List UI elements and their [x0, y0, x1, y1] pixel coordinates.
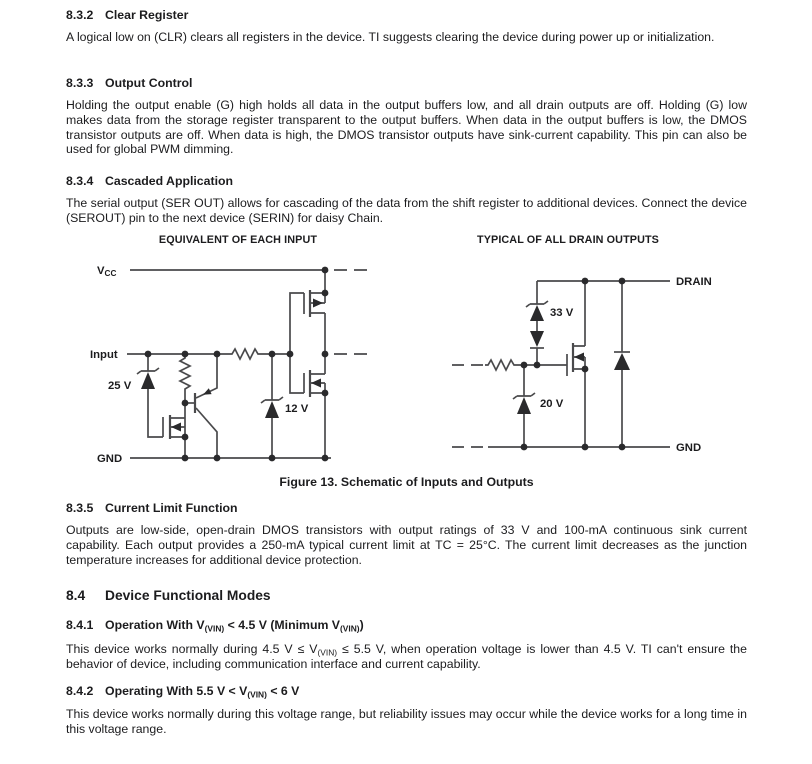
- zener-12v: [261, 354, 283, 458]
- zener-20v: [513, 365, 535, 447]
- vin-subscript: (VIN): [204, 623, 225, 634]
- zener-25v: [137, 354, 163, 437]
- zener-25v-label: 25 V: [108, 380, 132, 392]
- title-text: Operation With V: [105, 618, 205, 632]
- title-text: < 6 V: [266, 684, 300, 698]
- zener-33v-stack: [526, 281, 548, 365]
- section-8-4-1-paragraph: [66, 642, 747, 672]
- vin-subscript: (VIN): [247, 689, 267, 700]
- section-number: 8.3.5: [66, 501, 94, 515]
- pmos-output: [304, 270, 325, 354]
- title-text: < 4.5 V (Minimum V: [224, 618, 341, 632]
- gate-bus: [290, 293, 304, 393]
- section-title: [105, 684, 299, 698]
- section-8-3-3-heading: [66, 76, 747, 90]
- section-8-4-1-heading: [66, 618, 747, 632]
- vcc-label: VCC: [97, 265, 117, 278]
- body-text: This device works normally during 4.5 V ≤ V: [66, 642, 318, 656]
- gnd-label-right: GND: [676, 442, 702, 454]
- title-text: ): [359, 618, 364, 632]
- section-number: 8.3.2: [66, 8, 94, 22]
- drain-dmos: [567, 281, 585, 447]
- pnp-transistor: [185, 354, 217, 458]
- section-8-4-heading: [66, 589, 747, 603]
- section-8-3-5-paragraph: Outputs are low-side, open-drain DMOS transistors with output ratings of 33 V and 100-mA continuous sink current capability. Each output provides a 250-mA typical current limit at TC = 25°C. The current limit decreases as the junction temperature increases for additional device protection.: [66, 523, 747, 567]
- section-8-3-5-heading: [66, 501, 747, 515]
- section-number: 8.4.2: [66, 684, 94, 698]
- zener-12v-label: 12 V: [285, 403, 309, 415]
- drain-label: DRAIN: [676, 276, 712, 288]
- body-diode: [614, 281, 630, 447]
- section-number: 8.3.4: [66, 174, 94, 188]
- section-8-4-2-paragraph: This device works normally during this voltage range, but reliability issues may occur while the device works for a long time in this voltage range.: [66, 707, 747, 736]
- section-title: Clear Register: [105, 8, 189, 22]
- section-title: [105, 618, 364, 632]
- vin-subscript: (VIN): [317, 647, 338, 658]
- section-number: 8.3.3: [66, 76, 94, 90]
- figure-title-left: EQUIVALENT OF EACH INPUT: [158, 234, 318, 246]
- vin-subscript: (VIN): [340, 623, 360, 634]
- protection-nmos: [163, 415, 185, 439]
- section-8-3-4-paragraph: The serial output (SER OUT) allows for cascading of the data from the shift register to additional devices. Connect the device (SEROUT) pin to the next device (SERIN) for daisy Chain.: [66, 196, 747, 225]
- figure-caption: Figure 13. Schematic of Inputs and Outputs: [279, 475, 534, 489]
- section-8-3-2-paragraph: A logical low on (CLR) clears all registers in the device. TI suggests clearing the device during power up or initialization.: [66, 30, 715, 44]
- section-number: 8.4.1: [66, 618, 94, 632]
- zener-20v-label: 20 V: [540, 398, 564, 410]
- section-8-3-2-heading: [66, 8, 747, 22]
- section-8-3-3-paragraph: Holding the output enable (G) high holds all data in the output buffers low, and all drain outputs are off. Holding (G) low makes data from the storage register transparent to the output buffers. When data in the output buffers is low, the DMOS transistor outputs are off. When data is high, the DMOS transistor outputs have sink-current capability. This pin can also be used for global PWM dimming.: [66, 98, 747, 157]
- section-number: 8.4: [66, 588, 86, 603]
- section-title: Cascaded Application: [105, 174, 234, 188]
- body-text: ≤ 5.5 V, when operation voltage is lower than 4.5 V. TI can't ensure the behavior of device, including communication interface and current capability.: [66, 642, 747, 671]
- gnd-label-left: GND: [97, 453, 123, 465]
- input-equivalent-circuit: [90, 265, 374, 465]
- figure-title-right: TYPICAL OF ALL DRAIN OUTPUTS: [477, 234, 659, 246]
- section-8-3-4-heading: [66, 174, 747, 188]
- junction-dots-left: [145, 267, 329, 462]
- drain-output-circuit: [452, 276, 712, 454]
- section-8-4-2-heading: [66, 684, 747, 698]
- zener-33v-label: 33 V: [550, 307, 574, 319]
- section-title: Device Functional Modes: [105, 588, 271, 603]
- input-label: Input: [90, 349, 118, 361]
- section-title: Current Limit Function: [105, 501, 238, 515]
- title-text: Operating With 5.5 V < V: [105, 684, 248, 698]
- section-title: Output Control: [105, 76, 193, 90]
